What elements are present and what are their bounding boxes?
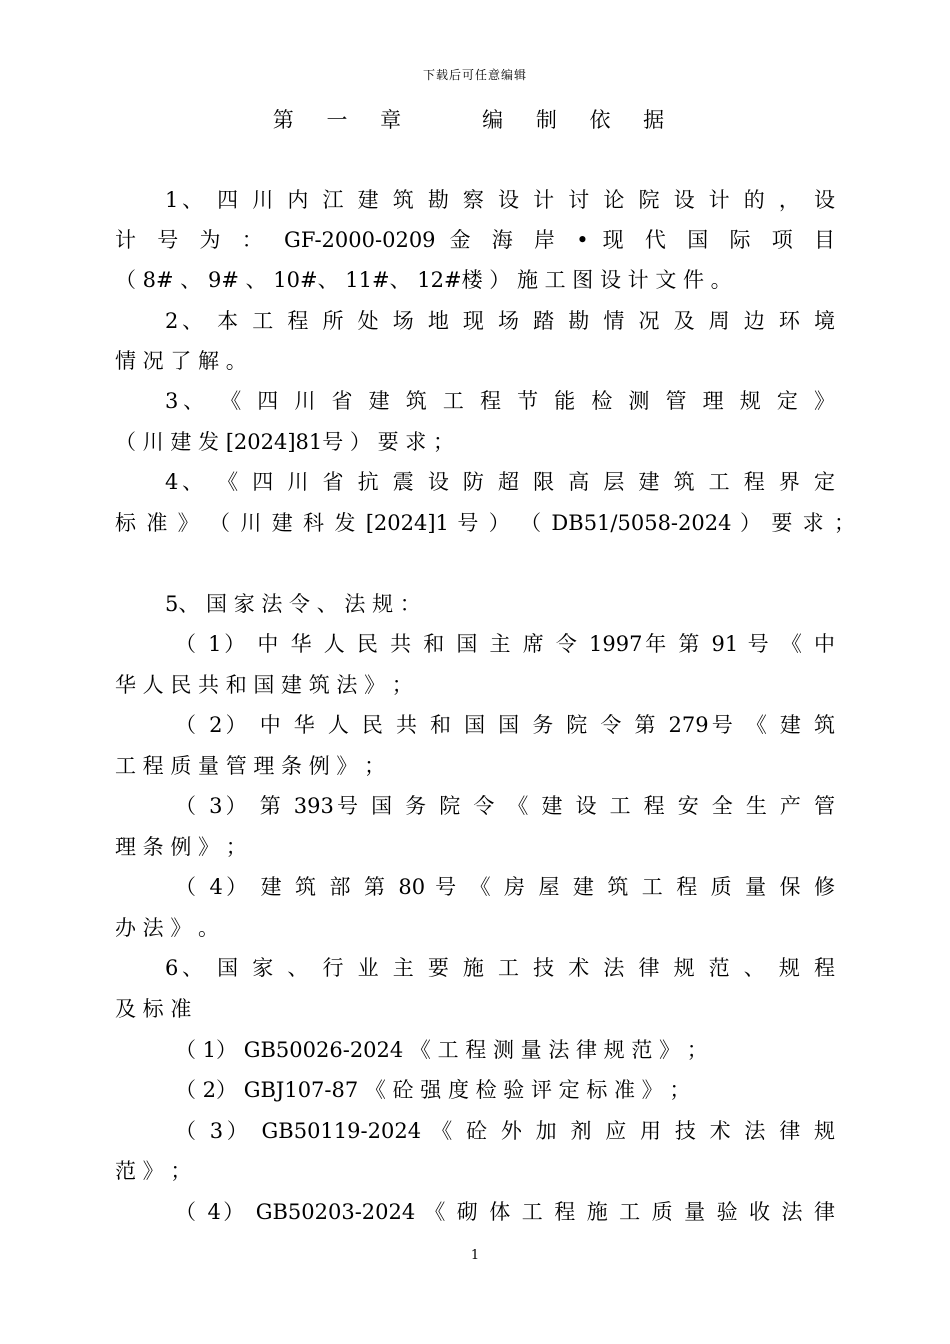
section-heading: 5、 国 家 法 令 、 法 规 ：: [165, 592, 421, 616]
paragraph-line: （ 川 建 发 [2024]81号 ） 要 求 ；: [115, 430, 454, 454]
list-item-line: （ 3） GB50119-2024 《 砼 外 加 剂 应 用 技 术 法 律 规: [175, 1119, 835, 1143]
list-item-line: 办 法 》 。: [115, 916, 220, 940]
paragraph-line: （ 8# 、 9# 、 10#、 11#、 12#楼 ） 施 工 图 设 计 文 件 。: [115, 268, 732, 292]
list-item-line: 华 人 民 共 和 国 建 筑 法 》 ；: [115, 673, 413, 697]
list-item-line: （ 2） GBJ107-87 《 砼 强 度 检 验 评 定 标 准 》 ；: [175, 1078, 691, 1102]
paragraph-line: 4、 《 四 川 省 抗 震 设 防 超 限 高 层 建 筑 工 程 界 定: [165, 470, 835, 494]
page-header: 下载后可任意编辑: [422, 68, 527, 82]
list-item-line: （ 4） GB50203-2024 《 砌 体 工 程 施 工 质 量 验 收 法 律: [175, 1200, 835, 1224]
list-item-line: （ 2） 中 华 人 民 共 和 国 国 务 院 令 第 279号 《 建 筑: [175, 713, 835, 737]
list-item-line: 理 条 例 》 ；: [115, 835, 247, 859]
section-heading: 6、 国 家 、 行 业 主 要 施 工 技 术 法 律 规 范 、 规 程: [165, 956, 835, 980]
list-item-line: 范 》 ；: [115, 1159, 192, 1183]
chapter-title: 第 一 章 编 制 依 据: [272, 108, 678, 132]
paragraph-line: 计 号 为 ： GF-2000-0209 金 海 岸 • 现 代 国 际 项 目: [115, 228, 835, 252]
paragraph-line: 2、 本 工 程 所 处 场 地 现 场 踏 勘 情 况 及 周 边 环 境: [165, 309, 835, 333]
page-number: 1: [470, 1248, 480, 1263]
list-item-line: （ 1） GB50026-2024 《 工 程 测 量 法 律 规 范 》 ；: [175, 1038, 708, 1062]
list-item-line: 工 程 质 量 管 理 条 例 》 ；: [115, 754, 386, 778]
paragraph-line: 3、 《 四 川 省 建 筑 工 程 节 能 检 测 管 理 规 定 》: [165, 389, 835, 413]
paragraph-line: 情 况 了 解 。: [115, 349, 247, 373]
list-item-line: （ 4） 建 筑 部 第 80 号 《 房 屋 建 筑 工 程 质 量 保 修: [175, 875, 835, 899]
list-item-line: （ 3） 第 393号 国 务 院 令 《 建 设 工 程 安 全 生 产 管: [175, 794, 835, 818]
section-heading: 及 标 准: [115, 997, 192, 1021]
list-item-line: （ 1） 中 华 人 民 共 和 国 主 席 令 1997年 第 91 号 《 中: [175, 632, 835, 656]
paragraph-line: 1、 四 川 内 江 建 筑 勘 察 设 计 讨 论 院 设 计 的 ， 设: [165, 188, 835, 212]
paragraph-line: 标 准 》 （ 川 建 科 发 [2024]1 号 ） （ DB51/5058-2024 ） 要 求 ；: [115, 511, 855, 535]
